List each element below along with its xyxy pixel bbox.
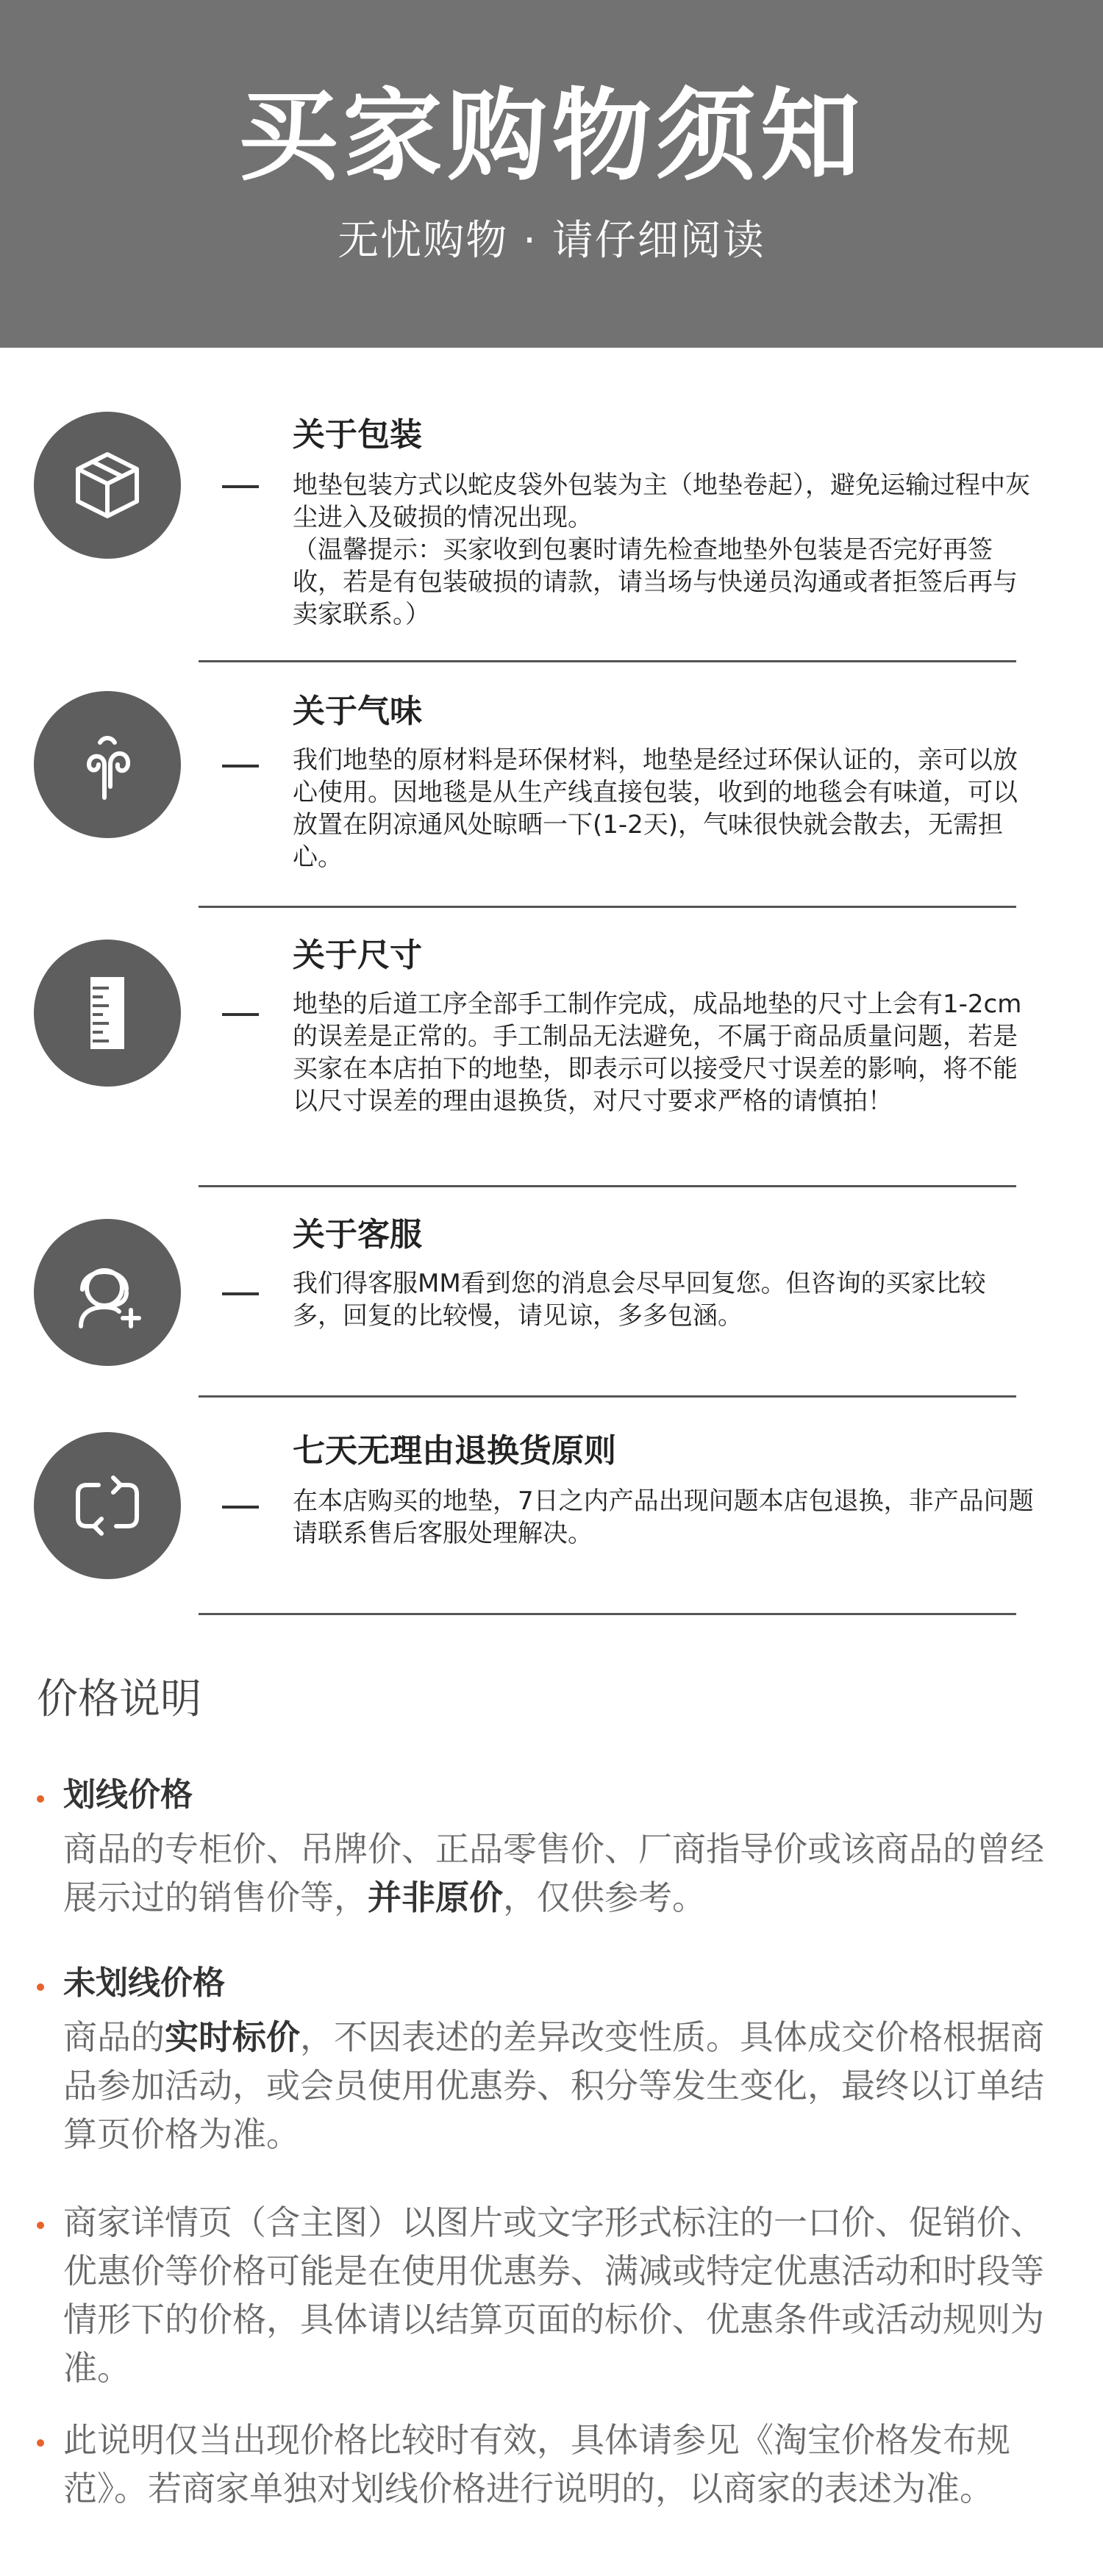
unstruck-price-body: 商品的实时标价，不因表述的差异改变性质。具体成交价格根据商品参加活动，或会员使用优惠券、积分等发生变化，最终以订单结算页价格为准。 bbox=[63, 2017, 1044, 2154]
bullet-dot bbox=[37, 2439, 44, 2447]
ruler-icon bbox=[34, 940, 181, 1087]
notice-dash bbox=[222, 1506, 259, 1509]
price-heading: 价格说明 bbox=[37, 1675, 201, 1723]
notice-dash bbox=[222, 765, 259, 768]
bullet-dot bbox=[37, 1795, 44, 1803]
exchange-arrows-icon bbox=[34, 1432, 181, 1579]
strike-price-title: 划线价格 bbox=[63, 1776, 193, 1814]
bullet-dot bbox=[37, 1983, 44, 1991]
package-box-icon bbox=[34, 412, 181, 559]
notice-body: 我们得客服MM看到您的消息会尽早回复您。但咨询的买家比较多，回复的比较慢，请见谅，多多包涵。 bbox=[293, 1269, 986, 1331]
notice-dash bbox=[222, 1013, 259, 1016]
notice-title: 七天无理由退换货原则 bbox=[293, 1432, 616, 1470]
notice-title: 关于包装 bbox=[293, 416, 422, 454]
notice-dash bbox=[222, 1292, 259, 1295]
notice-body: 我们地垫的原材料是环保材料，地垫是经过环保认证的，亲可以放心使用。因地毯是从生产线直接包装，收到的地毯会有味道，可以放置在阴凉通风处晾晒一下(1-2天)，气味很快就会散去，无需担心。 bbox=[293, 745, 1018, 872]
divider bbox=[199, 660, 1016, 662]
divider bbox=[199, 1185, 1016, 1187]
header-banner bbox=[0, 0, 1103, 348]
divider bbox=[199, 906, 1016, 908]
divider bbox=[199, 1395, 1016, 1398]
divider bbox=[199, 1613, 1016, 1615]
price-rule-note: 此说明仅当出现价格比较时有效，具体请参见《淘宝价格发布规范》。若商家单独对划线价格进行说明的，以商家的表述为准。 bbox=[63, 2420, 1010, 2508]
odor-steam-icon bbox=[34, 691, 181, 838]
strike-price-body: 商品的专柜价、吊牌价、正品零售价、厂商指导价或该商品的曾经展示过的销售价等，并非原价，仅供参考。 bbox=[63, 1829, 1044, 1917]
promo-price-note: 商家详情页（含主图）以图片或文字形式标注的一口价、促销价、优惠价等价格可能是在使用优惠券、满减或特定优惠活动和时段等情形下的价格，具体请以结算页面的标价、优惠条件或活动规则为准。 bbox=[63, 2203, 1044, 2388]
notice-dash bbox=[222, 485, 259, 488]
notice-title: 关于客服 bbox=[293, 1216, 422, 1253]
customer-service-headset-icon bbox=[34, 1219, 181, 1366]
unstruck-price-title: 未划线价格 bbox=[63, 1964, 225, 2002]
notice-body: 地垫的后道工序全部手工制作完成，成品地垫的尺寸上会有1-2cm的误差是正常的。手工制品无法避免，不属于商品质量问题，若是买家在本店拍下的地垫，即表示可以接受尺寸误差的影响，将不能以尺寸误差的理由退换货，对尺寸要求严格的请慎拍！ bbox=[293, 990, 1022, 1116]
notice-title: 关于气味 bbox=[293, 693, 422, 730]
page-title: 买家购物须知 bbox=[238, 79, 865, 195]
bullet-dot bbox=[37, 2222, 44, 2229]
page-subtitle: 无忧购物 · 请仔细阅读 bbox=[338, 217, 765, 265]
notice-body: 在本店购买的地垫，7日之内产品出现问题本店包退换，非产品问题请联系售后客服处理解决。 bbox=[293, 1486, 1034, 1548]
notice-body: 地垫包装方式以蛇皮袋外包装为主（地垫卷起），避免运输过程中灰尘进入及破损的情况出现。 （温馨提示：买家收到包裹时请先检查地垫外包装是否完好再签收，若是有包装破损的请款，请当场与快递员沟通或者拒签后再与卖家联系。） bbox=[293, 471, 1030, 629]
notice-title: 关于尺寸 bbox=[293, 937, 422, 974]
